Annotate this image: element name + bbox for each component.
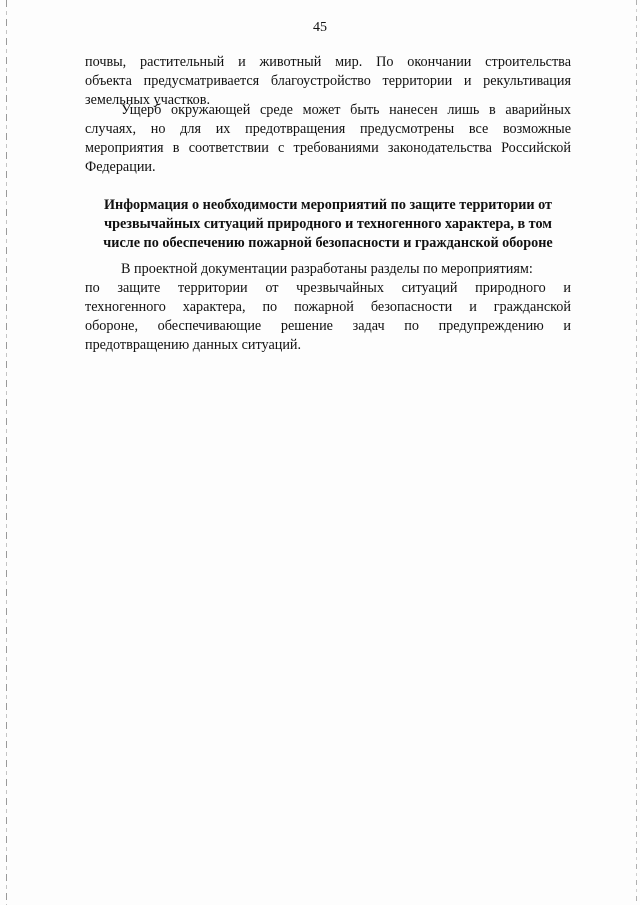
paragraph-2-line-1: Ущерб окружающей среде может быть нанесен лишь в аварийных — [121, 102, 571, 118]
paragraph-3 — [85, 260, 571, 355]
scan-edge-left — [6, 0, 7, 905]
paragraph-1-line-2: объекта предусматривается благоустройство территории и рекультивация — [85, 73, 571, 89]
section-heading-line-3: числе по обеспечению пожарной безопасности и гражданской обороне — [103, 235, 553, 251]
paragraph-2-line-4: Федерации. — [85, 159, 156, 175]
paragraph-2 — [85, 101, 571, 177]
section-heading-line-1: Информация о необходимости мероприятий по защите территории от — [104, 197, 552, 213]
paragraph-3-line-4: обороне, обеспечивающие решение задач по предупреждению и — [85, 318, 571, 334]
paragraph-3-line-2: по защите территории от чрезвычайных ситуаций природного и — [85, 280, 571, 296]
paragraph-3-line-5: предотвращению данных ситуаций. — [85, 337, 302, 353]
paragraph-2-line-3: мероприятия в соответствии с требованиями законодательства Российской — [85, 140, 571, 156]
paragraph-3-line-1: В проектной документации разработаны разделы по мероприятиям: — [121, 261, 533, 277]
paragraph-1-line-1: почвы, растительный и животный мир. По окончании строительства — [85, 54, 571, 70]
page-number: 45 — [313, 20, 327, 35]
paragraph-2-line-2: случаях, но для их предотвращения предусмотрены все возможные — [85, 121, 571, 137]
paragraph-1-line-3: земельных участков. — [85, 92, 211, 108]
scan-edge-right — [636, 0, 637, 905]
section-heading — [76, 196, 580, 253]
paragraph-3-line-3: техногенного характера, по пожарной безопасности и гражданской — [85, 299, 571, 315]
section-heading-line-2: чрезвычайных ситуаций природного и техногенного характера, в том — [104, 216, 552, 232]
